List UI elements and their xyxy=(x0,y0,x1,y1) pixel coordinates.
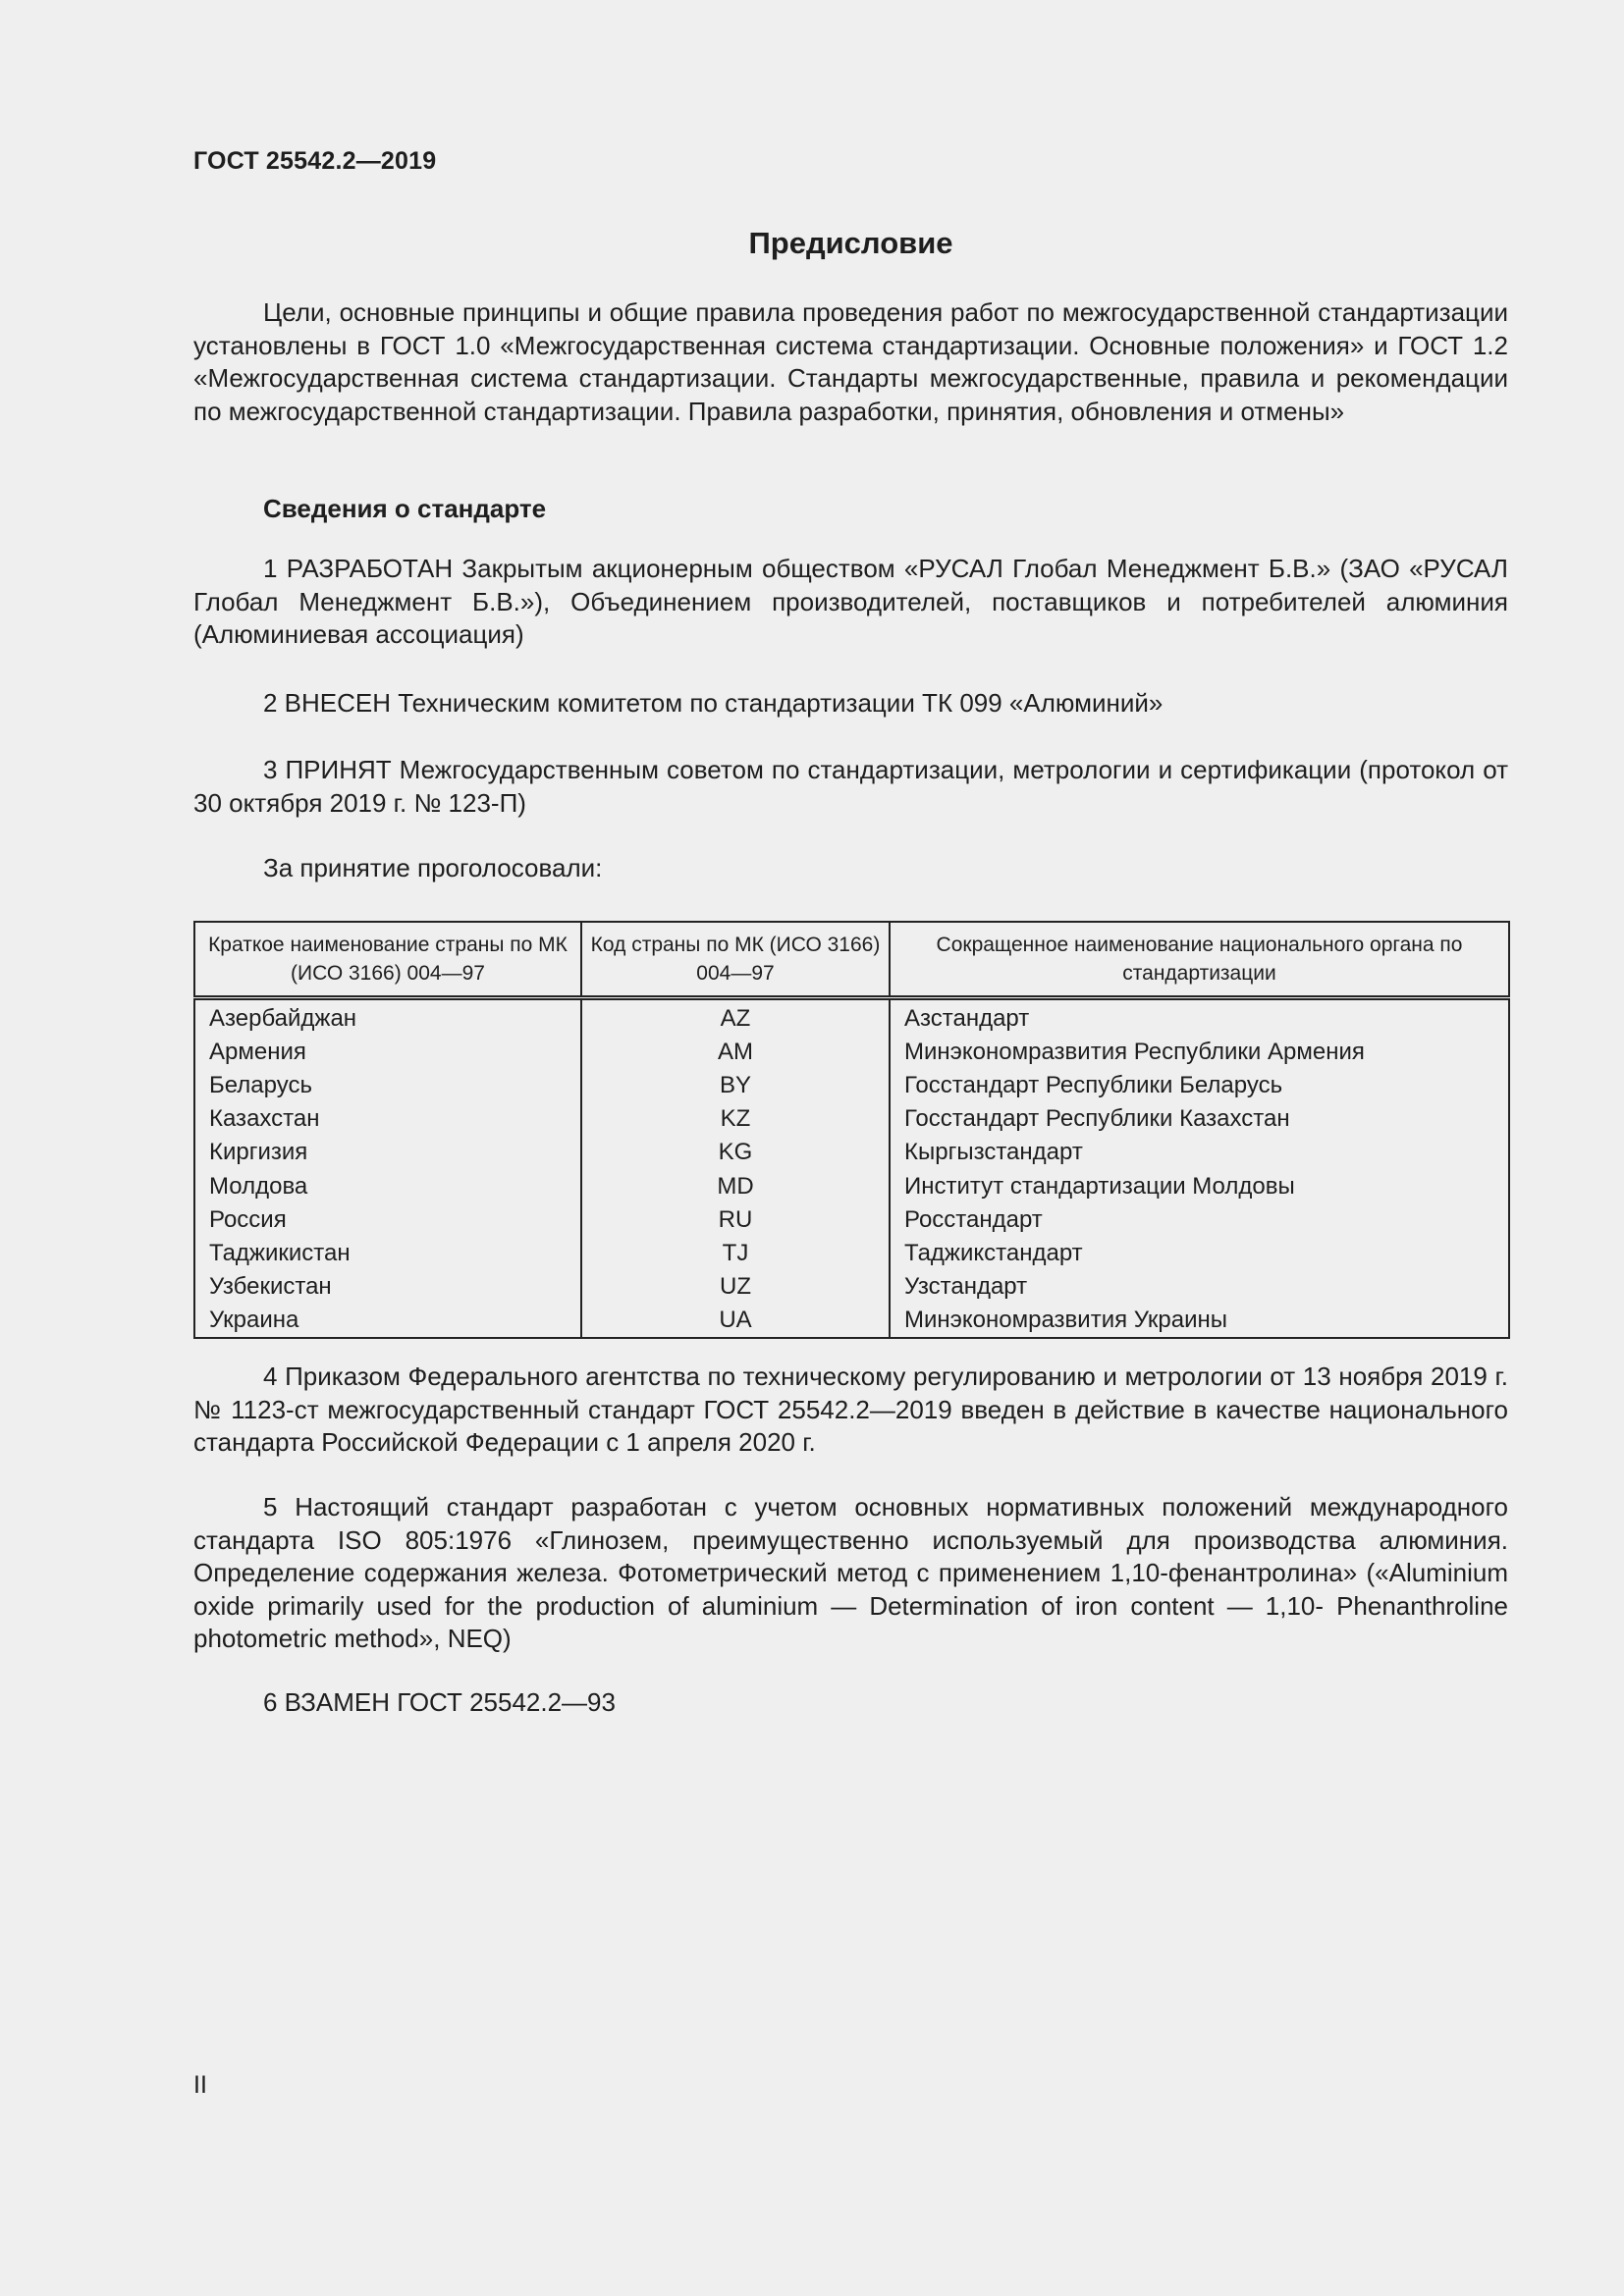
table-header-row xyxy=(194,922,1509,998)
country-cell: Таджикистан xyxy=(209,1239,351,1266)
country-cell: Беларусь xyxy=(209,1072,312,1099)
table-row xyxy=(194,1102,1509,1136)
code-cell: TJ xyxy=(581,1237,890,1270)
country-cell: Россия xyxy=(209,1205,287,1233)
code-cell: KZ xyxy=(581,1102,890,1136)
body-cell: Минэкономразвития Республики Армения xyxy=(890,1036,1509,1069)
body-cell: Госстандарт Республики Казахстан xyxy=(890,1102,1509,1136)
table-row xyxy=(194,1304,1509,1338)
voted-label: За принятие проголосовали: xyxy=(263,853,603,882)
code-cell: MD xyxy=(581,1169,890,1202)
body-cell: Кыргызстандарт xyxy=(890,1136,1509,1169)
table-row xyxy=(194,998,1509,1037)
table-row xyxy=(194,1203,1509,1237)
table-row xyxy=(194,1069,1509,1102)
country-cell: Узбекистан xyxy=(209,1272,332,1300)
body-cell: Росстандарт xyxy=(890,1203,1509,1237)
section-heading: Сведения о стандарте xyxy=(263,494,547,523)
country-cell: Азербайджан xyxy=(209,1005,357,1033)
country-cell: Украина xyxy=(209,1306,299,1333)
code-cell: RU xyxy=(581,1203,890,1237)
table-row xyxy=(194,1136,1509,1169)
standard-code-header: ГОСТ 25542.2—2019 xyxy=(193,147,437,175)
item-order: 4 Приказом Федерального агентства по техническому регулированию и метрологии от 13 ноября 2019 г. № 1123-ст межгосударственный стандарт ГОСТ 25542.2—2019 введен в действие в качестве национального стандарта Российской Федерации с 1 апреля 2020 г. xyxy=(193,1362,1508,1457)
body-cell: Узстандарт xyxy=(890,1270,1509,1304)
header-body: Сокращенное наименование национального органа по стандартизации xyxy=(890,922,1509,998)
intro-paragraph: Цели, основные принципы и общие правила проведения работ по межгосударственной стандартизации установлены в ГОСТ 1.0 «Межгосударственная система стандартизации. Основные положения» и ГОСТ 1.2 «Межгосударственная система стандартизации. Стандарты межгосударственные, правила и рекомендации по межгосударственной стандартизации. Правила разработки, принятия, обновления и отмены» xyxy=(193,297,1508,426)
body-cell: Институт стандартизации Молдовы xyxy=(890,1169,1509,1202)
body-cell: Минэкономразвития Украины xyxy=(890,1304,1509,1338)
table-row xyxy=(194,1169,1509,1202)
item-adopted: 3 ПРИНЯТ Межгосударственным советом по стандартизации, метрологии и сертификации (протокол от 30 октября 2019 г. № 123-П) xyxy=(193,755,1508,818)
header-country: Краткое наименование страны по МК (ИСО 3166) 004—97 xyxy=(194,922,581,998)
item-replaced: 6 ВЗАМЕН ГОСТ 25542.2—93 xyxy=(263,1687,616,1717)
table-row xyxy=(194,1237,1509,1270)
item-basis: 5 Настоящий стандарт разработан с учетом основных нормативных положений международного стандарта ISO 805:1976 «Глинозем, преимущественно используемый для производства алюминия. Определение содержания железа. Фотометрический метод с применением 1,10-фенантролина» («Aluminium oxide primarily used for the production of aluminium — Determination of iron content — 1,10- Phenanthroline photometric method», NEQ) xyxy=(193,1492,1508,1653)
code-cell: AM xyxy=(581,1036,890,1069)
body-cell: Таджикстандарт xyxy=(890,1237,1509,1270)
country-cell: Молдова xyxy=(209,1172,308,1200)
item-developed: 1 РАЗРАБОТАН Закрытым акционерным обществом «РУСАЛ Глобал Менеджмент Б.В.» (ЗАО «РУСАЛ Глобал Менеджмент Б.В.»), Объединением производителей, поставщиков и потребителей алюминия (Алюминиевая ассоциация) xyxy=(193,554,1508,649)
header-code: Код страны по МК (ИСО 3166) 004—97 xyxy=(581,922,890,998)
code-cell: UA xyxy=(581,1304,890,1338)
country-cell: Армения xyxy=(209,1039,306,1066)
code-cell: UZ xyxy=(581,1270,890,1304)
code-cell: KG xyxy=(581,1136,890,1169)
country-cell: Казахстан xyxy=(209,1105,320,1133)
voting-countries-table xyxy=(193,921,1510,1339)
table-row xyxy=(194,1270,1509,1304)
code-cell: BY xyxy=(581,1069,890,1102)
code-cell: AZ xyxy=(581,998,890,1037)
body-cell: Азстандарт xyxy=(890,998,1509,1037)
page-number: II xyxy=(193,2071,207,2099)
country-cell: Киргизия xyxy=(209,1139,308,1166)
table-row xyxy=(194,1036,1509,1069)
page-title: Предисловие xyxy=(748,226,953,260)
body-cell: Госстандарт Республики Беларусь xyxy=(890,1069,1509,1102)
item-introduced: 2 ВНЕСЕН Техническим комитетом по стандартизации ТК 099 «Алюминий» xyxy=(263,688,1164,718)
